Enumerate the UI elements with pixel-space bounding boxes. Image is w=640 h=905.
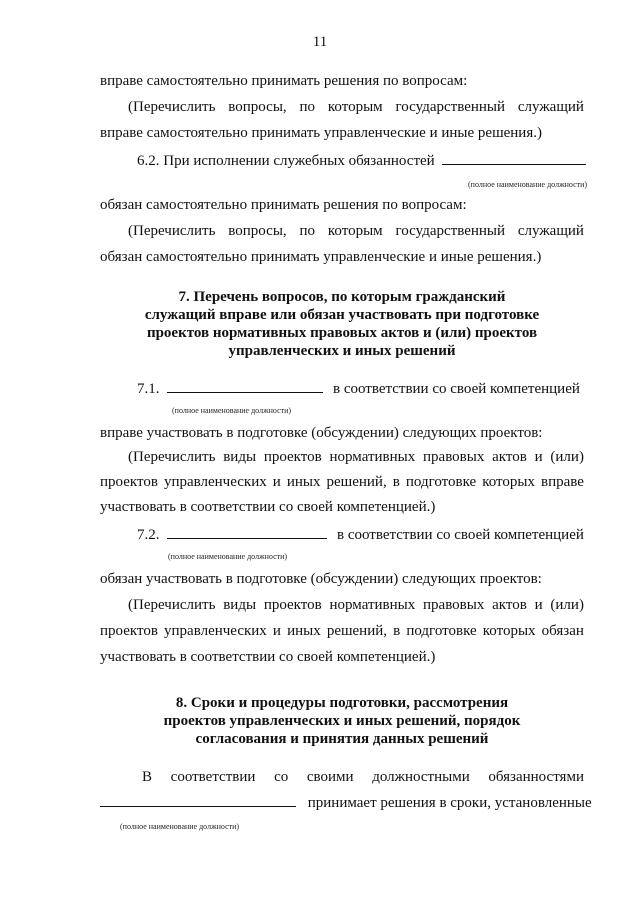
field-caption: (полное наименование должности) (168, 552, 288, 561)
word: в (393, 623, 401, 639)
word: которых (482, 623, 536, 639)
word: (Перечислить (128, 223, 216, 239)
word: (Перечислить (128, 597, 216, 613)
word: иных (286, 474, 321, 490)
heading-line: 7. Перечень вопросов, по которым гражданский (178, 289, 506, 305)
note-line: участвовать в соответствии со своей компетенцией.) (100, 499, 436, 515)
word: и (272, 623, 281, 639)
page-number: 11 (312, 34, 328, 50)
note-line (100, 622, 584, 640)
position-blank (442, 150, 586, 165)
note-line: вправе самостоятельно принимать управленческие и иные решения.) (100, 125, 542, 141)
note-line (128, 448, 584, 466)
heading-line: проектов нормативных правовых актов и (или) проектов (146, 325, 538, 341)
word: виды (223, 597, 257, 613)
word: решений, (326, 474, 387, 490)
note-line (100, 473, 584, 491)
field-caption: (полное наименование должности) (120, 822, 240, 831)
word: проектов (100, 623, 158, 639)
word: подготовке (405, 474, 477, 490)
word: (или) (550, 597, 584, 613)
word: которых (482, 474, 535, 490)
text-line: вправе самостоятельно принимать решения по вопросам: (100, 73, 468, 89)
heading-line: проектов управленческих и иных решений, порядок (163, 713, 521, 729)
word: правовых (423, 597, 485, 613)
word: вопросы, (228, 99, 287, 115)
word: которым (327, 99, 383, 115)
heading-line: 8. Сроки и процедуры подготовки, рассмотрения (175, 695, 509, 711)
item-6-2 (137, 150, 586, 170)
text-line: обязан участвовать в подготовке (обсуждении) следующих проектов: (100, 571, 542, 587)
word: нормативных (329, 597, 416, 613)
word: вправе (541, 474, 584, 490)
word: (Перечислить (128, 449, 216, 465)
word: которым (327, 223, 383, 239)
word: государственный (395, 223, 506, 239)
word: служащий (517, 99, 584, 115)
text-line: обязан самостоятельно принимать решения по вопросам: (100, 197, 467, 213)
item-text: в соответствии со своей компетенцией (333, 381, 580, 397)
item-text: в соответствии со своей компетенцией (337, 527, 584, 543)
word: актов (492, 597, 527, 613)
word: со (274, 769, 289, 785)
word: проектов (263, 449, 322, 465)
item-number: 7.2. (137, 527, 160, 543)
word: должностными (372, 769, 470, 785)
word: вопросы, (228, 223, 287, 239)
word: В (142, 769, 153, 785)
section-heading-7 (100, 288, 584, 360)
field-caption: (полное наименование должности) (468, 180, 588, 189)
word: управленческих (164, 623, 267, 639)
word: проектов (263, 597, 322, 613)
line-text: принимает решения в сроки, установленные (307, 795, 592, 811)
word: актов (492, 449, 527, 465)
word: по (299, 99, 316, 115)
position-blank (167, 378, 323, 393)
note-line (128, 596, 584, 614)
heading-line: управленческих и иных решений (228, 343, 456, 359)
word: обязанностями (488, 769, 584, 785)
text-line (100, 792, 592, 812)
word: обязан (541, 623, 584, 639)
word: и (534, 449, 543, 465)
word: соответствии (170, 769, 256, 785)
word: и (534, 597, 543, 613)
word: решений, (326, 623, 388, 639)
text-line (142, 768, 584, 786)
word: виды (223, 449, 257, 465)
item-number: 7.1. (137, 381, 160, 397)
heading-line: служащий вправе или обязан участвовать при подготовке (144, 307, 540, 323)
item-7-1 (137, 378, 580, 398)
text-line: вправе участвовать в подготовке (обсуждении) следующих проектов: (100, 425, 543, 441)
word: служащий (517, 223, 584, 239)
word: (Перечислить (128, 99, 216, 115)
note-line: участвовать в соответствии со своей компетенцией.) (100, 649, 436, 665)
item-text: 6.2. При исполнении служебных обязанностей (137, 153, 435, 169)
word: управленческих (163, 474, 267, 490)
note-line (128, 98, 584, 116)
field-caption: (полное наименование должности) (172, 406, 292, 415)
heading-line: согласования и принятия данных решений (195, 731, 489, 747)
note-line (128, 222, 584, 240)
position-blank (167, 524, 327, 539)
word: правовых (423, 449, 485, 465)
word: по (299, 223, 316, 239)
word: иных (287, 623, 321, 639)
word: (или) (550, 449, 584, 465)
word: в (392, 474, 400, 490)
position-blank (100, 792, 296, 807)
word: подготовке (406, 623, 477, 639)
word: и (272, 474, 281, 490)
item-7-2 (137, 524, 584, 544)
section-heading-8 (100, 694, 584, 748)
word: государственный (395, 99, 506, 115)
note-line: обязан самостоятельно принимать управленческие и иные решения.) (100, 249, 542, 265)
word: своими (306, 769, 354, 785)
word: нормативных (329, 449, 416, 465)
word: проектов (100, 474, 158, 490)
